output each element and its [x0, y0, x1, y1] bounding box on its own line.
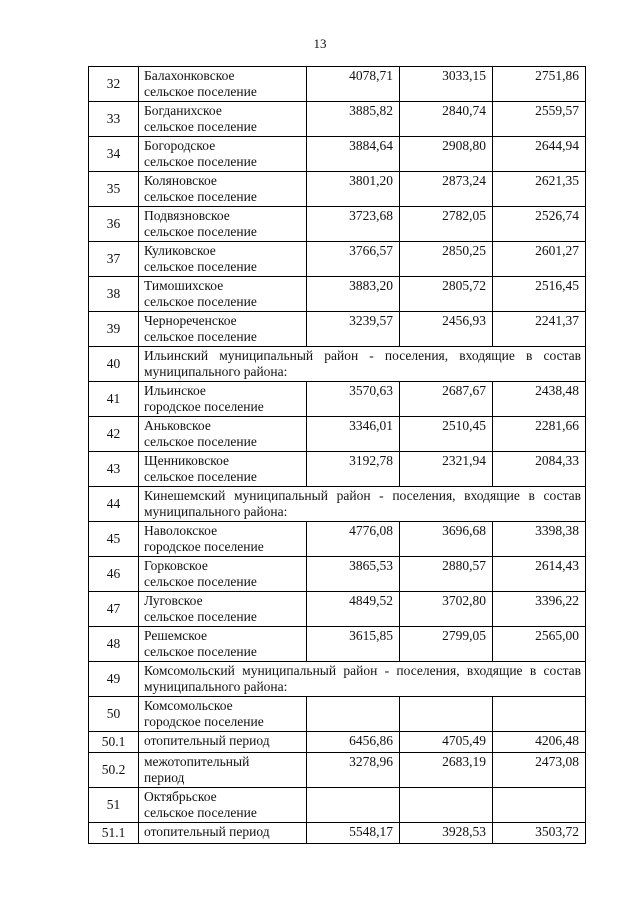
value-col-1: 3723,68: [307, 207, 400, 242]
value-col-3: 2281,66: [493, 417, 586, 452]
value-col-1: 3239,57: [307, 312, 400, 347]
table-group-row: [89, 662, 586, 697]
table-row: [89, 207, 586, 242]
settlement-name-line: сельское поселение: [144, 574, 257, 589]
row-number: 40: [89, 347, 139, 382]
settlement-name-line: сельское поселение: [144, 434, 257, 449]
settlement-name: [139, 592, 307, 627]
row-number: 42: [89, 417, 139, 452]
row-number: 35: [89, 172, 139, 207]
settlement-name: [139, 277, 307, 312]
district-group-heading: Ильинский муниципальный район - поселения, входящие в состав муниципального района:: [139, 347, 586, 382]
settlement-name-line: Щенниковское: [144, 453, 229, 468]
settlement-name-line: Тимошихское: [144, 278, 224, 293]
row-number: 43: [89, 452, 139, 487]
value-col-3: 4206,48: [493, 732, 586, 753]
value-col-1: 3885,82: [307, 102, 400, 137]
settlement-name-line: Балахонковское: [144, 68, 235, 83]
tariff-table: [88, 66, 586, 844]
settlement-name: [139, 732, 307, 753]
value-col-1: 3801,20: [307, 172, 400, 207]
table-row: [89, 277, 586, 312]
value-col-3: 2565,00: [493, 627, 586, 662]
row-number: 44: [89, 487, 139, 522]
table-body: [89, 67, 586, 844]
settlement-name-line: Луговское: [144, 593, 203, 608]
value-col-2: 2880,57: [400, 557, 493, 592]
settlement-name: [139, 417, 307, 452]
value-col-1: 5548,17: [307, 823, 400, 844]
table-group-row: [89, 487, 586, 522]
value-col-3: 2559,57: [493, 102, 586, 137]
settlement-name-line: Богданихское: [144, 103, 222, 118]
settlement-name-line: сельское поселение: [144, 224, 257, 239]
table-row: [89, 753, 586, 788]
row-number: 51: [89, 788, 139, 823]
table-row: [89, 382, 586, 417]
row-number: 46: [89, 557, 139, 592]
settlement-name: [139, 753, 307, 788]
value-col-2: 2687,67: [400, 382, 493, 417]
row-number: 33: [89, 102, 139, 137]
value-col-1: 3766,57: [307, 242, 400, 277]
settlement-name-line: Ильинское: [144, 383, 206, 398]
value-col-3: [493, 697, 586, 732]
settlement-name: [139, 102, 307, 137]
row-number: 34: [89, 137, 139, 172]
table-row: [89, 172, 586, 207]
row-number: 39: [89, 312, 139, 347]
settlement-name: [139, 67, 307, 102]
settlement-name: [139, 382, 307, 417]
settlement-name-line: Наволокское: [144, 523, 218, 538]
value-col-2: 2683,19: [400, 753, 493, 788]
table-row: [89, 697, 586, 732]
table-row: [89, 788, 586, 823]
table-row: [89, 67, 586, 102]
value-col-3: 2526,74: [493, 207, 586, 242]
value-col-1: 3570,63: [307, 382, 400, 417]
settlement-name-line: сельское поселение: [144, 259, 257, 274]
value-col-2: 3696,68: [400, 522, 493, 557]
settlement-name-line: сельское поселение: [144, 154, 257, 169]
settlement-name-line: сельское поселение: [144, 189, 257, 204]
settlement-name-line: городское поселение: [144, 714, 264, 729]
value-col-3: 3398,38: [493, 522, 586, 557]
settlement-name-line: Коляновское: [144, 173, 217, 188]
settlement-name-line: сельское поселение: [144, 294, 257, 309]
settlement-name: [139, 172, 307, 207]
table-row: [89, 823, 586, 844]
value-col-3: 3503,72: [493, 823, 586, 844]
settlement-name: [139, 823, 307, 844]
settlement-name: [139, 242, 307, 277]
settlement-name: [139, 452, 307, 487]
value-col-1: 4849,52: [307, 592, 400, 627]
row-number: 41: [89, 382, 139, 417]
value-col-3: [493, 788, 586, 823]
settlement-name-line: Чернореченское: [144, 313, 237, 328]
row-number: 45: [89, 522, 139, 557]
row-number: 50.1: [89, 732, 139, 753]
settlement-name-line: межотопительный: [144, 754, 250, 769]
settlement-name-line: Куликовское: [144, 243, 216, 258]
value-col-2: 2840,74: [400, 102, 493, 137]
settlement-name-line: Подвязновское: [144, 208, 230, 223]
row-number: 50: [89, 697, 139, 732]
value-col-3: 3396,22: [493, 592, 586, 627]
district-group-heading: Кинешемский муниципальный район - поселения, входящие в состав муниципального района:: [139, 487, 586, 522]
value-col-1: 3278,96: [307, 753, 400, 788]
value-col-1: 3865,53: [307, 557, 400, 592]
value-col-2: 3033,15: [400, 67, 493, 102]
value-col-2: 3928,53: [400, 823, 493, 844]
row-number: 32: [89, 67, 139, 102]
settlement-name: [139, 697, 307, 732]
value-col-3: 2473,08: [493, 753, 586, 788]
value-col-2: 4705,49: [400, 732, 493, 753]
table-row: [89, 242, 586, 277]
settlement-name-line: Октябрьское: [144, 789, 217, 804]
settlement-name-line: сельское поселение: [144, 609, 257, 624]
value-col-2: 3702,80: [400, 592, 493, 627]
settlement-name-line: Комсомольское: [144, 698, 233, 713]
table-row: [89, 592, 586, 627]
page-number: 13: [313, 36, 327, 51]
settlement-name: [139, 788, 307, 823]
row-number: 37: [89, 242, 139, 277]
row-number: 50.2: [89, 753, 139, 788]
settlement-name: [139, 312, 307, 347]
table-row: [89, 452, 586, 487]
settlement-name: [139, 522, 307, 557]
settlement-name-line: Решемское: [144, 628, 208, 643]
district-group-heading: Комсомольский муниципальный район - поселения, входящие в состав муниципального района:: [139, 662, 586, 697]
table-row: [89, 732, 586, 753]
table-row: [89, 522, 586, 557]
value-col-1: 3192,78: [307, 452, 400, 487]
settlement-name-line: сельское поселение: [144, 329, 257, 344]
value-col-3: 2516,45: [493, 277, 586, 312]
settlement-name-line: сельское поселение: [144, 805, 257, 820]
value-col-2: 2510,45: [400, 417, 493, 452]
value-col-3: 2601,27: [493, 242, 586, 277]
value-col-1: 3884,64: [307, 137, 400, 172]
value-col-1: 3883,20: [307, 277, 400, 312]
value-col-1: [307, 788, 400, 823]
table-row: [89, 557, 586, 592]
settlement-name-line: отопительный период: [144, 824, 270, 839]
settlement-name: [139, 627, 307, 662]
value-col-2: 2873,24: [400, 172, 493, 207]
row-number: 49: [89, 662, 139, 697]
value-col-2: [400, 788, 493, 823]
settlement-name: [139, 137, 307, 172]
settlement-name-line: городское поселение: [144, 539, 264, 554]
value-col-2: 2908,80: [400, 137, 493, 172]
settlement-name-line: период: [144, 770, 185, 785]
value-col-2: 2456,93: [400, 312, 493, 347]
settlement-name-line: сельское поселение: [144, 469, 257, 484]
value-col-2: 2805,72: [400, 277, 493, 312]
value-col-1: 6456,86: [307, 732, 400, 753]
settlement-name-line: Горковское: [144, 558, 208, 573]
value-col-3: 2621,35: [493, 172, 586, 207]
value-col-2: [400, 697, 493, 732]
value-col-2: 2850,25: [400, 242, 493, 277]
row-number: 38: [89, 277, 139, 312]
value-col-3: 2084,33: [493, 452, 586, 487]
value-col-2: 2799,05: [400, 627, 493, 662]
table-group-row: [89, 347, 586, 382]
settlement-name-line: сельское поселение: [144, 84, 257, 99]
settlement-name: [139, 557, 307, 592]
value-col-3: 2614,43: [493, 557, 586, 592]
value-col-1: 4776,08: [307, 522, 400, 557]
settlement-name: [139, 207, 307, 242]
settlement-name-line: отопительный период: [144, 733, 270, 748]
table-row: [89, 417, 586, 452]
table-row: [89, 627, 586, 662]
value-col-3: 2644,94: [493, 137, 586, 172]
table-row: [89, 102, 586, 137]
row-number: 48: [89, 627, 139, 662]
settlement-name-line: Богородское: [144, 138, 216, 153]
value-col-1: [307, 697, 400, 732]
table-row: [89, 312, 586, 347]
row-number: 36: [89, 207, 139, 242]
value-col-2: 2782,05: [400, 207, 493, 242]
value-col-3: 2241,37: [493, 312, 586, 347]
value-col-1: 3615,85: [307, 627, 400, 662]
settlement-name-line: городское поселение: [144, 399, 264, 414]
row-number: 47: [89, 592, 139, 627]
value-col-3: 2751,86: [493, 67, 586, 102]
settlement-name-line: сельское поселение: [144, 644, 257, 659]
value-col-2: 2321,94: [400, 452, 493, 487]
row-number: 51.1: [89, 823, 139, 844]
settlement-name-line: Аньковское: [144, 418, 211, 433]
table-row: [89, 137, 586, 172]
settlement-name-line: сельское поселение: [144, 119, 257, 134]
value-col-1: 3346,01: [307, 417, 400, 452]
value-col-3: 2438,48: [493, 382, 586, 417]
value-col-1: 4078,71: [307, 67, 400, 102]
